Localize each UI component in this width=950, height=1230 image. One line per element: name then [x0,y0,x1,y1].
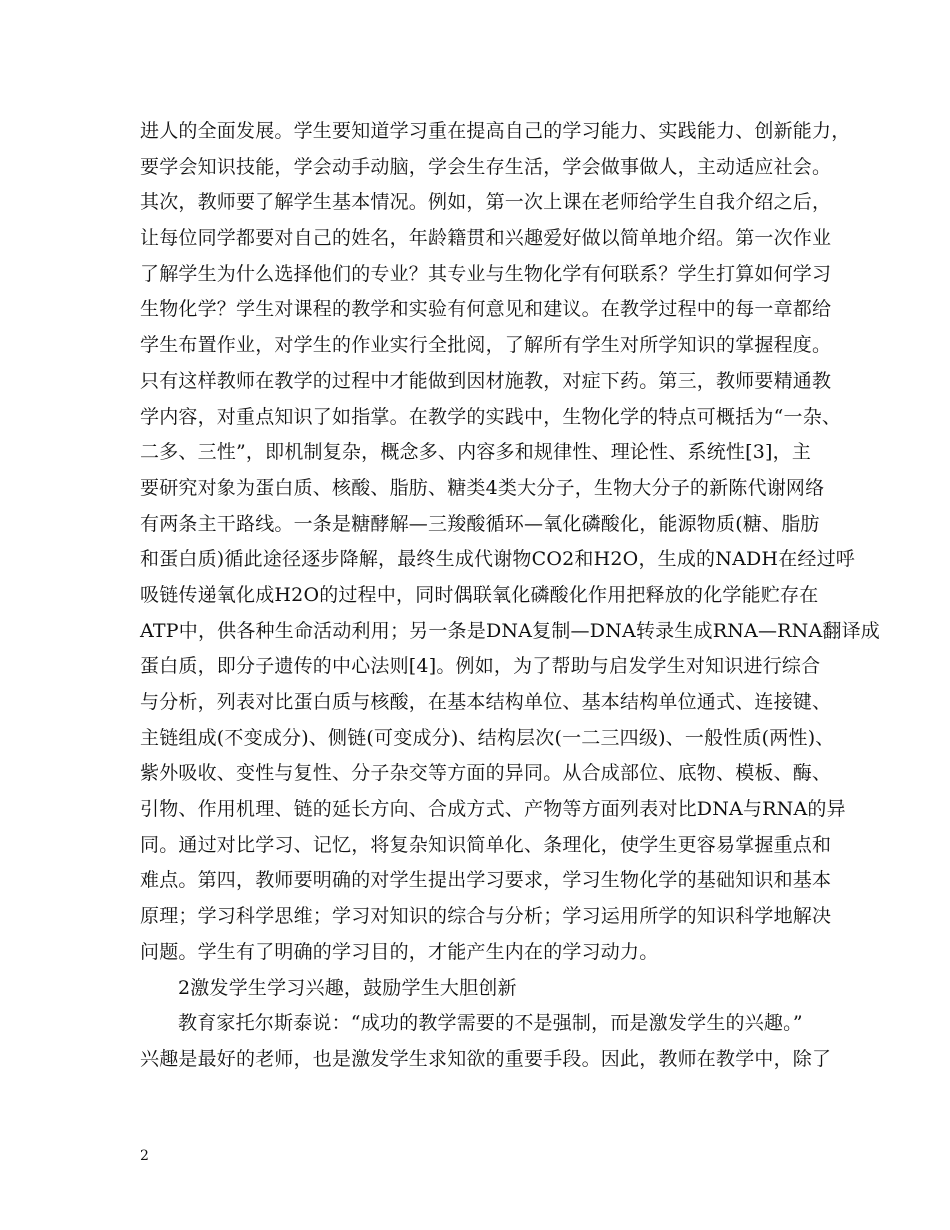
text-line: 吸链传递氧化成H2O的过程中，同时偶联氧化磷酸化作用把释放的化学能贮存在 [140,583,819,606]
text-line: 教育家托尔斯泰说：“成功的教学需要的不是强制，而是激发学生的兴趣。” [178,1012,803,1035]
text-line: 兴趣是最好的老师，也是激发学生求知欲的重要手段。因此，教师在教学中，除了 [140,1047,832,1070]
text-line: 进人的全面发展。学生要知道学习重在提高自己的学习能力、实践能力、创新能力， [140,120,851,142]
text-line: 问题。学生有了明确的学习目的，才能产生内在的学习动力。 [140,940,659,963]
text-line: 主链组成(不变成分)、侧链(可变成分)、结构层次(一二三四级)、一般性质(两性)、 [140,726,835,749]
text-line: 二多、三性”，即机制复杂，概念多、内容多和规律性、理论性、系统性[3]，主 [140,441,812,464]
body-text [140,114,881,1078]
text-line: 和蛋白质)循此途径逐步降解，最终生成代谢物CO2和H2O，生成的NADH在经过呼 [140,548,856,571]
text-line: 引物、作用机理、链的延长方向、合成方式、产物等方面列表对比DNA与RNA的异 [140,798,846,821]
text-line: 了解学生为什么选择他们的专业？其专业与生物化学有何联系？学生打算如何学习 [140,262,832,285]
text-line: 学生布置作业，对学生的作业实行全批阅，了解所有学生对所学知识的掌握程度。 [140,334,832,357]
text-line: 蛋白质，即分子遗传的中心法则[4]。例如，为了帮助与启发学生对知识进行综合 [140,655,821,678]
text-line: 有两条主干路线。一条是糖酵解—三羧酸循环—氧化磷酸化，能源物质(糖、脂肪 [140,512,820,535]
text-line: 其次，教师要了解学生基本情况。例如，第一次上课在老师给学生自我介绍之后， [140,191,832,214]
text-line: 紫外吸收、变性与复性、分子杂交等方面的异同。从合成部位、底物、模板、酶、 [140,762,832,785]
page-number: 2 [140,1148,149,1164]
text-line: 同。通过对比学习、记忆，将复杂知识简单化、条理化，使学生更容易掌握重点和 [140,833,832,856]
text-line: 2激发学生学习兴趣，鼓励学生大胆创新 [178,976,517,999]
text-line: ATP中，供各种生命活动利用；另一条是DNA复制—DNA转录生成RNA—RNA翻译成 [140,619,881,642]
text-line: 要学会知识技能，学会动手动脑，学会生存生活，学会做事做人，主动适应社会。 [140,155,832,178]
text-line: 与分析，列表对比蛋白质与核酸，在基本结构单位、基本结构单位通式、连接键、 [140,691,832,713]
text-line: 让每位同学都要对自己的姓名，年龄籍贯和兴趣爱好做以简单地介绍。第一次作业 [140,227,832,250]
text-line: 要研究对象为蛋白质、核酸、脂肪、糖类4类大分子，生物大分子的新陈代谢网络 [140,476,825,499]
text-line: 学内容，对重点知识了如指掌。在教学的实践中，生物化学的特点可概括为“一杂、 [140,405,842,428]
text-line: 难点。第四，教师要明确的对学生提出学习要求，学习生物化学的基础知识和基本 [140,869,832,892]
text-line: 只有这样教师在教学的过程中才能做到因材施教，对症下药。第三，教师要精通教 [140,369,832,392]
text-line: 原理；学习科学思维；学习对知识的综合与分析；学习运用所学的知识科学地解决 [140,905,832,928]
text-line: 生物化学？学生对课程的教学和实验有何意见和建议。在教学过程中的每一章都给 [140,298,832,321]
